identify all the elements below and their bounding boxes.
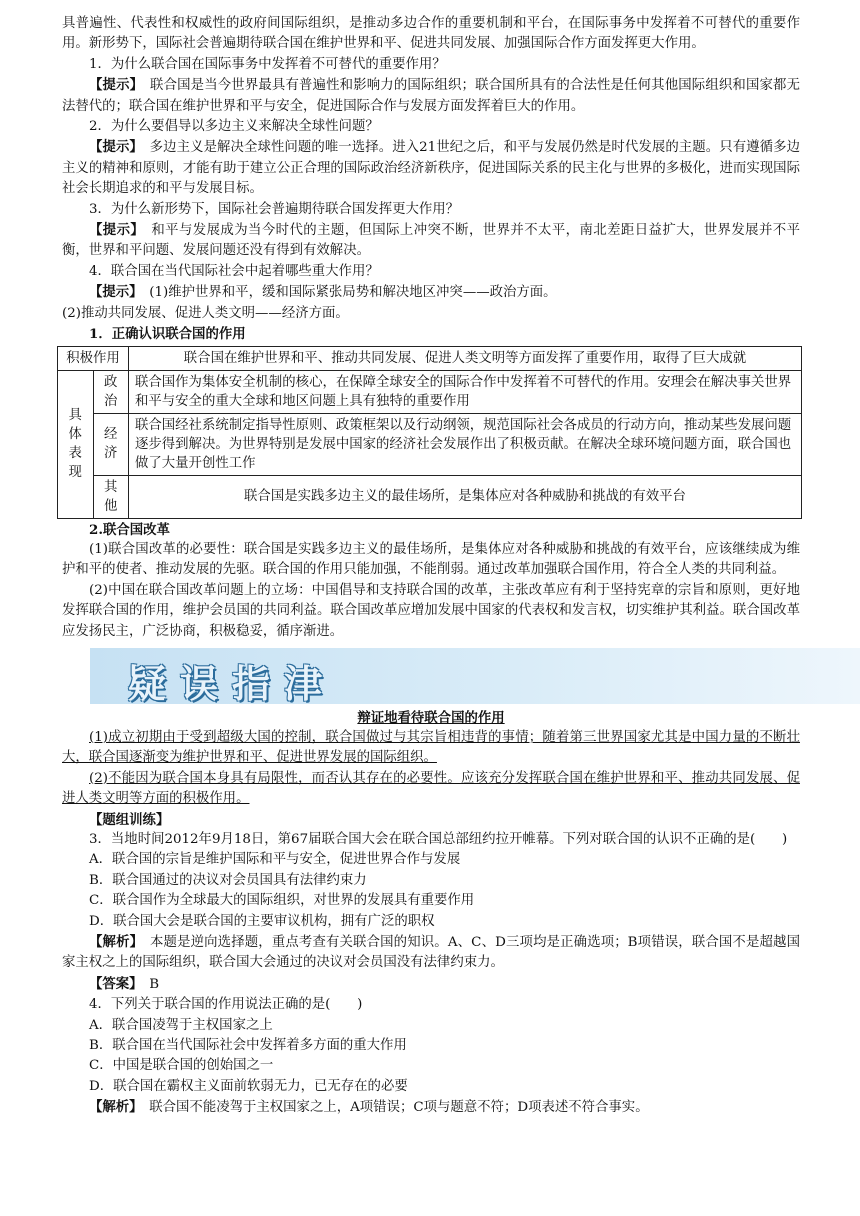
answer-text: B	[135, 976, 160, 992]
question-3-stem: 3．当地时间2012年9月18日，第67届联合国大会在联合国总部纽约拉开帷幕。下列对联合国的认识不正确的是( )	[89, 831, 788, 847]
table-row	[58, 413, 802, 475]
row-text-economy: 联合国经社系统制定指导性原则、政策框架以及行动纲领，规范国际社会各成员的行动方向，推动某些发展问题逐步得到解决。为世界特别是发展中国家的经济社会发展作出了积极贡献。在解决全球环境问题方面，联合国也做了大量开创性工作	[129, 413, 802, 475]
role-table	[57, 346, 802, 519]
hint-text: 多边主义是解决全球性问题的唯一选择。进入21世纪之后，和平与发展仍然是时代发展的主题。只有遵循多边主义的精神和原则，才能有助于建立公正合理的国际政治经济新秩序，促进国际关系的民主化与世界的多极化，进而实现国际社会长期追求的和平与发展目标。	[62, 140, 800, 197]
row-label-politics: 政治	[93, 370, 129, 413]
banner-title: 疑误指津	[128, 661, 337, 706]
section-2-paragraph-2: (2)中国在联合国改革问题上的立场：中国倡导和支持联合国的改革，主张改革应有利于坚持宪章的宗旨和原则，更好地发挥联合国的作用，维护会员国的共同利益。联合国改革应增加发展中国家的代表权和发言权，切实维护其利益。联合国改革应发扬民主，广泛协商，积极稳妥，循序渐进。	[62, 582, 800, 639]
row-label-economy: 经济	[93, 413, 129, 475]
note-2: (2)不能因为联合国本身具有局限性，而否认其存在的必要性。应该充分发挥联合国在维护世界和平、推动共同发展、促进人类文明等方面的积极作用。	[62, 770, 800, 807]
note-title: 辩证地看待联合国的作用	[357, 709, 505, 726]
option-a: A．联合国的宗旨是维护国际和平与安全，促进世界合作与发展	[89, 852, 461, 868]
option-c: C．中国是联合国的创始国之一	[89, 1058, 274, 1074]
row-text-positive: 联合国在维护世界和平、推动共同发展、促进人类文明等方面发挥了重要作用，取得了巨大成就	[129, 346, 802, 370]
question-4-stem: 4．下列关于联合国的作用说法正确的是( )	[89, 997, 363, 1013]
option-d: D．联合国在霸权主义面前软弱无力，已无存在的必要	[89, 1078, 408, 1094]
hint-text: 和平与发展成为当今时代的主题，但国际上冲突不断，世界并不太平，南北差距日益扩大，世界发展并不平衡，世界和平问题、发展问题还没有得到有效解决。	[62, 223, 800, 259]
analysis-text: 联合国不能凌驾于主权国家之上，A项错误；C项与题意不符；D项表述不符合事实。	[135, 1100, 649, 1116]
hint-tag: 【提示】	[89, 222, 138, 239]
table-row	[58, 475, 802, 518]
analysis-3	[62, 932, 800, 974]
section-2-paragraph-1: (1)联合国改革的必要性：联合国是实践多边主义的最佳场所，是集体应对各种威胁和挑战的有效平台，应该继续成为维护和平的使者、推动发展的先驱。联合国的作用只能加强，不能削弱。通过改革加强联合国作用，符合全人类的共同利益。	[62, 541, 800, 578]
section-1-title: 1．正确认识联合国的作用	[89, 326, 246, 343]
table-row	[58, 346, 802, 370]
hint-text: (1)维护世界和平，缓和国际紧张局势和解决地区冲突——政治方面。	[135, 285, 557, 301]
row-label-positive: 积极作用	[58, 346, 129, 370]
hint-tag: 【提示】	[89, 284, 136, 301]
question-4: 4．联合国在当代国际社会中起着哪些重大作用？	[89, 263, 379, 279]
row-text-other: 联合国是实践多边主义的最佳场所，是集体应对各种威胁和挑战的有效平台	[129, 475, 802, 518]
hint-1	[62, 75, 800, 117]
hint-4-line-2: (2)推动共同发展、促进人类文明——经济方面。	[62, 305, 349, 321]
drill-title: 【题组训练】	[89, 811, 170, 828]
answer-tag: 【答案】	[89, 975, 136, 992]
hint-4	[62, 282, 800, 303]
analysis-tag: 【解析】	[89, 1099, 136, 1116]
option-c: C．联合国作为全球最大的国际组织，对世界的发展具有重要作用	[89, 893, 475, 909]
hint-tag: 【提示】	[89, 77, 137, 94]
question-1: 1．为什么联合国在国际事务中发挥着不可替代的重要作用？	[89, 56, 446, 72]
analysis-4	[62, 1097, 800, 1118]
hint-2	[62, 137, 800, 199]
option-a: A．联合国凌驾于主权国家之上	[89, 1017, 273, 1033]
hint-3	[62, 220, 800, 262]
section-2-title: 2.联合国改革	[89, 521, 170, 538]
section-banner	[90, 648, 860, 704]
group-label: 具体表现	[58, 370, 94, 518]
question-2: 2．为什么要倡导以多边主义来解决全球性问题？	[89, 119, 379, 135]
intro-paragraph: 具普遍性、代表性和权威性的政府间国际组织，是推动多边合作的重要机制和平台，在国际事务中发挥着不可替代的重要作用。新形势下，国际社会普遍期待联合国在维护世界和平、促进共同发展、加强国际合作方面发挥更大作用。	[62, 16, 800, 52]
page-content	[62, 14, 800, 1119]
analysis-tag: 【解析】	[89, 934, 137, 950]
answer-3	[62, 974, 800, 995]
row-label-other: 其他	[93, 475, 129, 518]
analysis-text: 本题是逆向选择题，重点考查有关联合国的知识。A、C、D三项均是正确选项；B项错误，联合国不是超越国家主权之上的国际组织，联合国大会通过的决议对会员国没有法律约束力。	[62, 935, 800, 971]
hint-tag: 【提示】	[89, 139, 137, 156]
hint-text: 联合国是当今世界最具有普遍性和影响力的国际组织；联合国所具有的合法性是任何其他国际组织和国家都无法替代的；联合国在维护世界和平与安全，促进国际合作与发展方面发挥着巨大的作用。	[62, 78, 800, 114]
option-b: B．联合国在当代国际社会中发挥着多方面的重大作用	[89, 1038, 407, 1054]
option-d: D．联合国大会是联合国的主要审议机构，拥有广泛的职权	[89, 913, 435, 929]
table-row	[58, 370, 802, 413]
question-3: 3．为什么新形势下，国际社会普遍期待联合国发挥更大作用？	[89, 201, 460, 217]
row-text-politics: 联合国作为集体安全机制的核心，在保障全球安全的国际合作中发挥着不可替代的作用。安理会在解决事关世界和平与安全的重大全球和地区问题上具有独特的重要作用	[129, 370, 802, 413]
note-1: (1)成立初期由于受到超级大国的控制，联合国做过与其宗旨相违背的事情；随着第三世界国家尤其是中国力量的不断壮大，联合国逐渐变为维护世界和平、促进世界发展的国际组织。	[62, 729, 800, 766]
option-b: B．联合国通过的决议对会员国具有法律约束力	[89, 872, 367, 888]
